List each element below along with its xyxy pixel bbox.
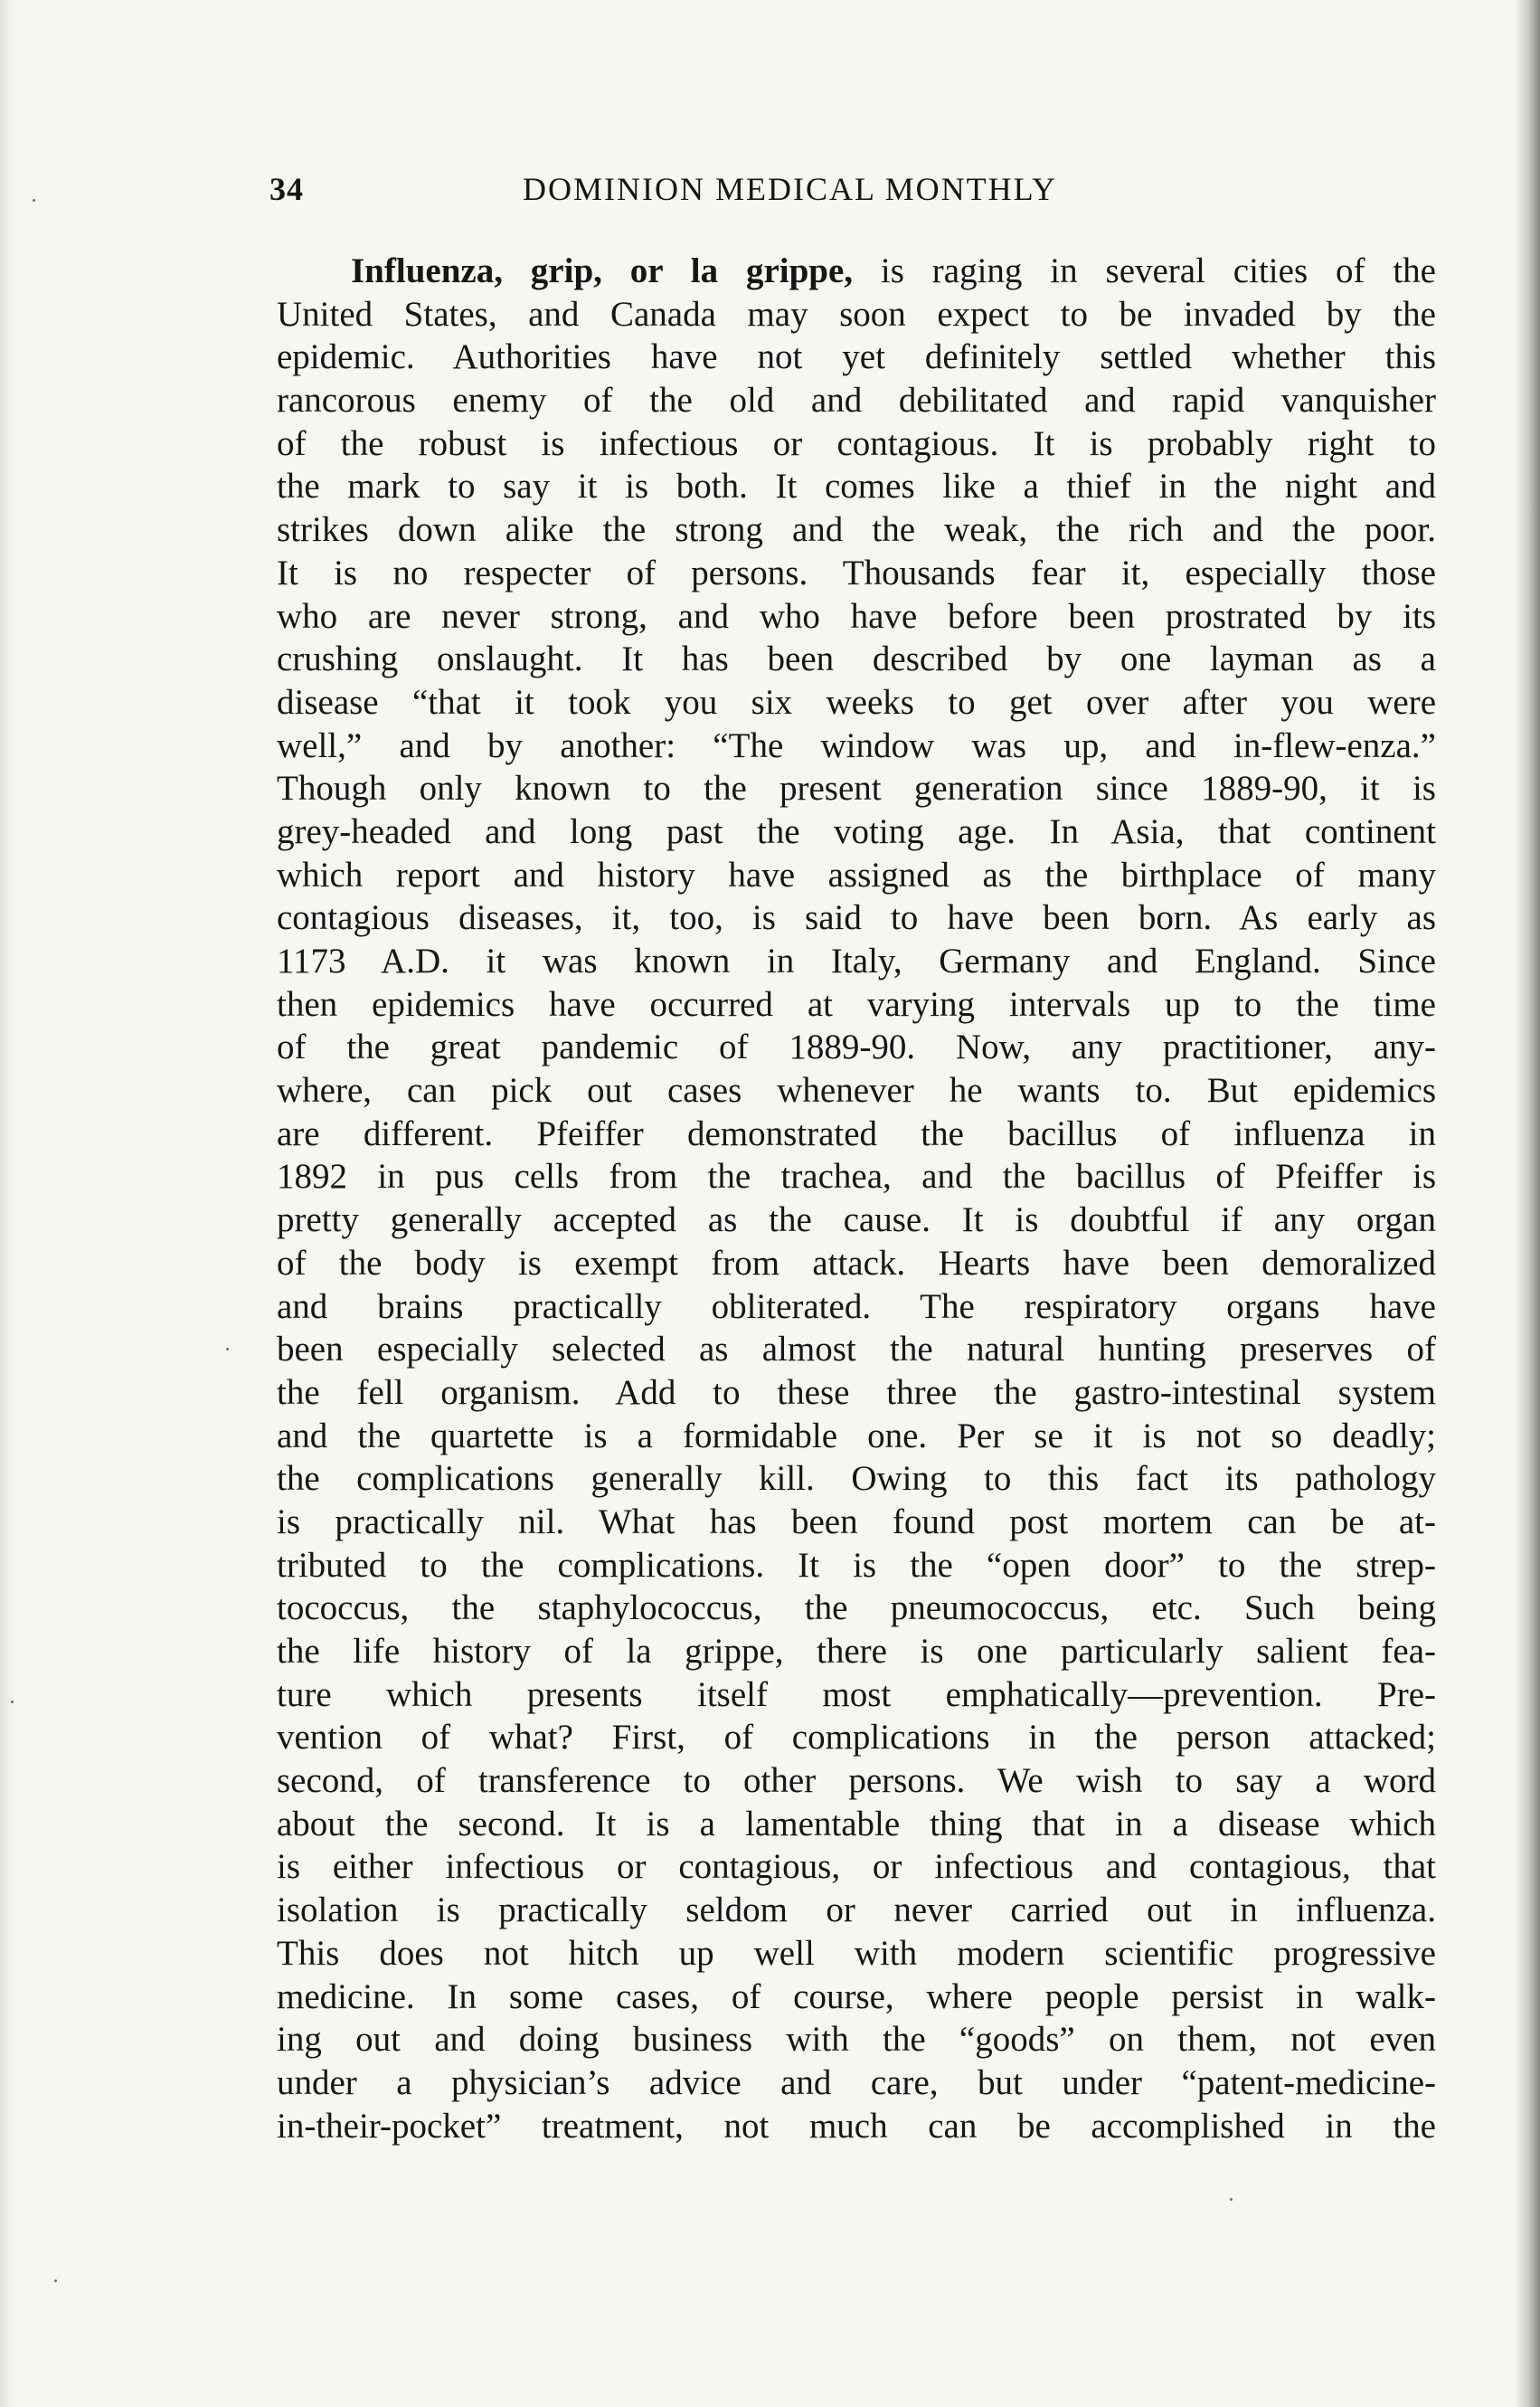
- text-line: medicine. In some cases, of course, where people persist in walk-: [277, 1976, 1436, 2016]
- text-line: of the robust is infectious or contagious. It is probably right to: [277, 423, 1436, 463]
- text-line: well,” and by another: “The window was up, and in-flew-enza.”: [277, 725, 1436, 765]
- text-line: which report and history have assigned as the birthplace of many: [277, 855, 1436, 895]
- text-line: tributed to the complications. It is the “open door” to the strep-: [277, 1545, 1436, 1585]
- text-line: This does not hitch up well with modern scientific progressive: [277, 1933, 1436, 1973]
- text-line: where, can pick out cases whenever he wants to. But epidemics: [277, 1071, 1436, 1111]
- text-line: ing out and doing business with the “goods” on them, not even: [277, 2020, 1436, 2060]
- text-line: the complications generally kill. Owing to this fact its pathology: [277, 1459, 1436, 1499]
- text-line: crushing onslaught. It has been described by one layman as a: [277, 640, 1436, 679]
- text-line: epidemic. Authorities have not yet definitely settled whether this: [277, 337, 1436, 377]
- text-line: of the great pandemic of 1889-90. Now, any practitioner, any-: [277, 1028, 1436, 1067]
- text-line: second, of transference to other persons. We wish to say a word: [277, 1761, 1436, 1801]
- text-line: ture which presents itself most emphatically—prevention. Pre-: [277, 1674, 1436, 1714]
- scan-speck: [11, 1701, 14, 1703]
- text-line: strikes down alike the strong and the weak, the rich and the poor.: [277, 510, 1436, 550]
- scan-speck: [226, 1348, 229, 1350]
- scan-speck: [33, 199, 35, 202]
- text-line: then epidemics have occurred at varying intervals up to the time: [277, 984, 1436, 1024]
- text-line: pretty generally accepted as the cause. It is doubtful if any organ: [277, 1200, 1436, 1240]
- text-line: is practically nil. What has been found post mortem can be at-: [277, 1502, 1436, 1541]
- text-line: vention of what? First, of complications in the person attacked;: [277, 1718, 1436, 1758]
- text-line: is either infectious or contagious, or infectious and contagious, that: [277, 1847, 1436, 1887]
- text-line: grey-headed and long past the voting age. In Asia, that continent: [277, 811, 1436, 851]
- first-line: [277, 250, 1436, 293]
- text-line: the mark to say it is both. It comes like a thief in the night and: [277, 467, 1436, 507]
- text-line: and the quartette is a formidable one. Per se it is not so deadly;: [277, 1416, 1436, 1455]
- page-shadow: [0, 0, 13, 2407]
- first-line-rest: is raging in several cities of the: [853, 251, 1436, 290]
- text-line: in-their-pocket” treatment, not much can be accomplished in the: [277, 2106, 1436, 2146]
- text-line: disease “that it took you six weeks to get over after you were: [277, 682, 1436, 722]
- scan-speck: [54, 2279, 57, 2282]
- text-line: tococcus, the staphylococcus, the pneumococcus, etc. Such being: [277, 1588, 1436, 1628]
- text-line: It is no respecter of persons. Thousands fear it, especially those: [277, 553, 1436, 592]
- text-line: and brains practically obliterated. The respiratory organs have: [277, 1286, 1436, 1326]
- page-number: 34: [269, 171, 304, 207]
- text-line: Though only known to the present generation since 1889-90, it is: [277, 769, 1436, 809]
- page-edge: [1515, 0, 1540, 2407]
- text-line: been especially selected as almost the natural hunting preserves of: [277, 1330, 1436, 1369]
- text-line: 1892 in pus cells from the trachea, and the bacillus of Pfeiffer is: [277, 1157, 1436, 1197]
- text-line: 1173 A.D. it was known in Italy, Germany and England. Since: [277, 942, 1436, 981]
- scan-speck: [1230, 2198, 1233, 2201]
- page-header: [269, 170, 1441, 221]
- text-line: are different. Pfeiffer demonstrated the bacillus of influenza in: [277, 1113, 1436, 1153]
- text-line: the life history of la grippe, there is one particularly salient fea-: [277, 1632, 1436, 1671]
- lead-in: Influenza, grip, or la grippe,: [351, 251, 854, 290]
- text-line: United States, and Canada may soon expect to be invaded by the: [277, 294, 1436, 334]
- article-body: [277, 250, 1436, 2147]
- running-head: DOMINION MEDICAL MONTHLY: [523, 171, 1058, 207]
- text-line: under a physician’s advice and care, but under “patent-medicine-: [277, 2062, 1436, 2102]
- text-line: the fell organism. Add to these three the gastro-intestinal system: [277, 1372, 1436, 1412]
- text-line: about the second. It is a lamentable thing that in a disease which: [277, 1804, 1436, 1843]
- text-line: who are never strong, and who have before been prostrated by its: [277, 596, 1436, 636]
- text-line: rancorous enemy of the old and debilitated and rapid vanquisher: [277, 381, 1436, 421]
- text-line: isolation is practically seldom or never carried out in influenza.: [277, 1891, 1436, 1930]
- text-line: contagious diseases, it, too, is said to have been born. As early as: [277, 898, 1436, 938]
- text-line: of the body is exempt from attack. Hearts have been demoralized: [277, 1243, 1436, 1283]
